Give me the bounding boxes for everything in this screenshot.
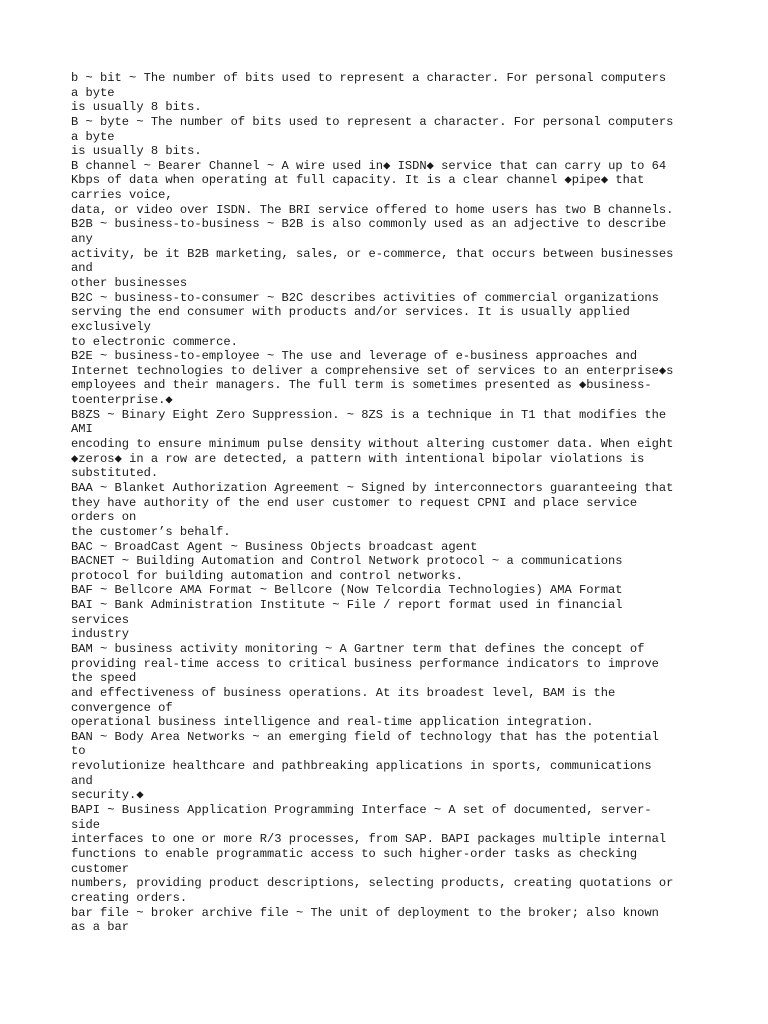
text-line: orders on [71, 510, 137, 525]
text-line: B2B ~ business-to-business ~ B2B is also commonly used as an adjective to describe [71, 217, 667, 232]
text-line: providing real-time access to critical business performance indicators to improve [71, 656, 659, 671]
text-line: BAI ~ Bank Administration Institute ~ File / report format used in financial [71, 598, 623, 613]
text-line: employees and their managers. The full term is sometimes presented as ◆business- [71, 378, 652, 393]
text-line: they have authority of the end user customer to request CPNI and place service [71, 495, 638, 510]
text-line: is usually 8 bits. [71, 100, 202, 115]
text-line: Internet technologies to deliver a comprehensive set of services to an enterprise◆s [71, 363, 674, 378]
text-line: activity, be it B2B marketing, sales, or e-commerce, that occurs between businesses [71, 246, 674, 261]
text-line: ◆zeros◆ in a row are detected, a pattern with intentional bipolar violations is [71, 451, 645, 466]
text-line: B channel ~ Bearer Channel ~ A wire used in◆ ISDN◆ service that can carry up to 64 [71, 158, 667, 173]
document-page [71, 71, 711, 935]
text-line: to electronic commerce. [71, 334, 238, 349]
text-line: the speed [71, 671, 137, 686]
text-line: creating orders. [71, 890, 188, 905]
text-line: B ~ byte ~ The number of bits used to represent a character. For personal computers [71, 114, 674, 129]
text-line: as a bar [71, 920, 130, 935]
text-line: BAM ~ business activity monitoring ~ A Gartner term that defines the concept of [71, 641, 645, 656]
text-line: interfaces to one or more R/3 processes, from SAP. BAPI packages multiple internal [71, 832, 667, 847]
text-line: and [71, 261, 93, 276]
text-line: other businesses [71, 275, 188, 290]
text-line: carries voice, [71, 188, 173, 203]
text-line: BACNET ~ Building Automation and Control Network protocol ~ a communications [71, 554, 623, 569]
text-line: security.◆ [71, 788, 144, 803]
text-line: and [71, 773, 93, 788]
text-line: functions to enable programmatic access to such higher-order tasks as checking [71, 846, 638, 861]
text-line: any [71, 232, 93, 247]
text-line: exclusively [71, 319, 151, 334]
text-line: toenterprise.◆ [71, 393, 173, 408]
text-line: bar file ~ broker archive file ~ The unit of deployment to the broker; also known [71, 905, 659, 920]
text-line: BAPI ~ Business Application Programming Interface ~ A set of documented, server- [71, 803, 652, 818]
text-line: customer [71, 861, 130, 876]
text-line: B8ZS ~ Binary Eight Zero Suppression. ~ 8ZS is a technique in T1 that modifies the [71, 407, 667, 422]
text-line: Kbps of data when operating at full capacity. It is a clear channel ◆pipe◆ that [71, 173, 645, 188]
text-line: the customer’s behalf. [71, 524, 231, 539]
text-line: operational business intelligence and real-time application integration. [71, 715, 594, 730]
text-line: services [71, 612, 130, 627]
text-line: is usually 8 bits. [71, 144, 202, 159]
text-line: encoding to ensure minimum pulse density without altering customer data. When eight [71, 437, 674, 452]
text-line: to [71, 744, 86, 759]
text-line: BAA ~ Blanket Authorization Agreement ~ Signed by interconnectors guaranteeing that [71, 480, 674, 495]
text-line: B2C ~ business-to-consumer ~ B2C describes activities of commercial organizations [71, 290, 659, 305]
text-line: revolutionize healthcare and pathbreaking applications in sports, communications [71, 759, 652, 774]
text-line: protocol for building automation and control networks. [71, 568, 463, 583]
text-line: data, or video over ISDN. The BRI service offered to home users has two B channels. [71, 202, 674, 217]
text-line: side [71, 817, 101, 832]
text-line: and effectiveness of business operations. At its broadest level, BAM is the [71, 685, 616, 700]
text-line: a byte [71, 85, 115, 100]
text-line: a byte [71, 129, 115, 144]
text-line: numbers, providing product descriptions, selecting products, creating quotations or [71, 876, 674, 891]
text-line: convergence of [71, 700, 173, 715]
text-line: AMI [71, 422, 93, 437]
text-line: BAN ~ Body Area Networks ~ an emerging field of technology that has the potential [71, 729, 659, 744]
text-line: serving the end consumer with products and/or services. It is usually applied [71, 305, 630, 320]
text-line: b ~ bit ~ The number of bits used to represent a character. For personal computers [71, 71, 667, 85]
text-line: industry [71, 627, 130, 642]
text-line: substituted. [71, 466, 159, 481]
text-line: BAC ~ BroadCast Agent ~ Business Objects broadcast agent [71, 539, 478, 554]
text-line: B2E ~ business-to-employee ~ The use and leverage of e-business approaches and [71, 349, 638, 364]
text-line: BAF ~ Bellcore AMA Format ~ Bellcore (Now Telcordia Technologies) AMA Format [71, 583, 623, 598]
